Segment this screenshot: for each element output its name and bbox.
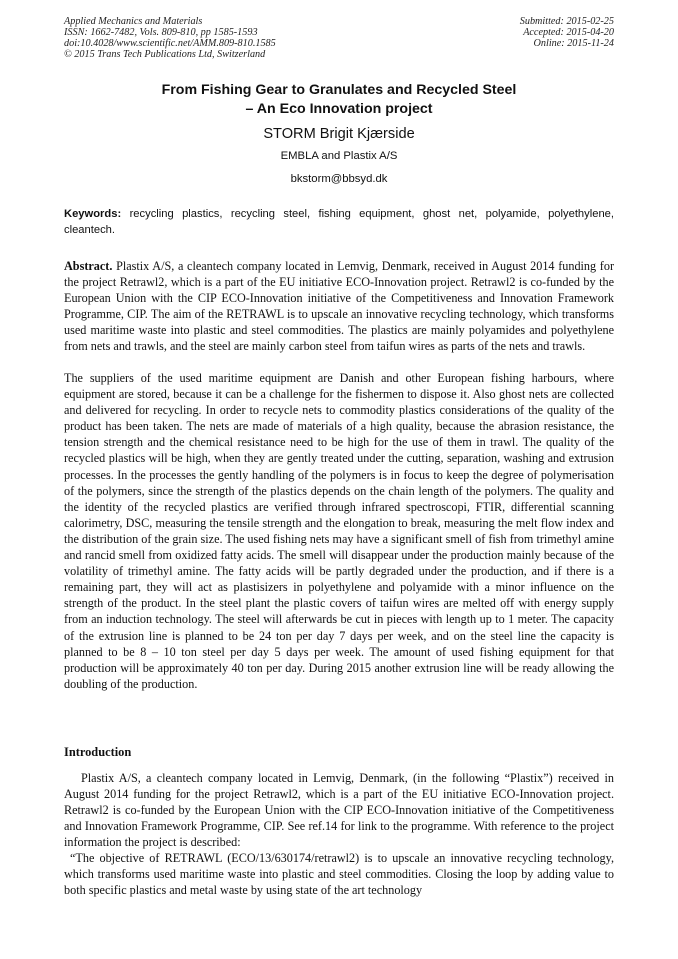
journal-name: Applied Mechanics and Materials [64,16,203,27]
introduction-paragraph-1: Plastix A/S, a cleantech company located in Lemvig, Denmark, (in the following “Plastix”) received in August 2014 funding for the project Retrawl2, which is a part of the EU initiative ECO-Innovation project. Retrawl2 is co-funded by the European Union with the CIP ECO-Innovation initiative of the Competitiveness and Innovation Framework Programme, CIP. See ref.14 for link to the programme. With reference to the project information the project is described: [64,771,614,850]
online-date: Online: 2015-11-24 [533,38,614,49]
abstract-text-1: Plastix A/S, a cleantech company located in Lemvig, Denmark, received in August 2014 funding for the project Retrawl2, which is a part of the EU initiative ECO-Innovation project. Retrawl2 is co-funded by the European Union with the CIP ECO-Innovation initiative of the Competitiveness and Innovation Framework Programme, CIP. The aim of the RETRAWL is to upscale an innovative recycling technology, which transforms used maritime waste into plastic and steel commodities. The plastics are mainly polyamides and polyethylene from nets and trawls, and the steel are mainly carbon steel from taifun wires as parts of the nets and trawls. [64,259,615,354]
journal-info [64,16,276,60]
keywords [64,206,614,238]
journal-issn: ISSN: 1662-7482, Vols. 809-810, pp 1585-1593 [64,27,258,38]
journal-copyright: © 2015 Trans Tech Publications Ltd, Switzerland [64,49,266,60]
abstract-paragraph-1 [64,258,614,355]
accepted-date: Accepted: 2015-04-20 [523,27,614,38]
title-line-2: – An Eco Innovation project [245,101,433,117]
author-affiliation: EMBLA and Plastix A/S [280,150,398,162]
submission-dates [520,16,614,49]
journal-doi: doi:10.4028/www.scientific.net/AMM.809-810.1585 [64,38,276,49]
introduction-paragraph-2: “The objective of RETRAWL (ECO/13/630174/retrawl2) is to upscale an innovative recycling technology, which transforms used maritime waste into plastic and steel commodities. Closing the loop by adding value to both specific plastics and metal waste by using state of the art technology [64,851,614,898]
author-email: bkstorm@bbsyd.dk [290,173,388,185]
paper-title [64,81,614,119]
submitted-date: Submitted: 2015-02-25 [519,16,614,27]
author-name: STORM Brigit Kjærside [263,126,415,142]
keywords-label: Keywords: [64,208,122,220]
section-heading-introduction: Introduction [64,745,132,759]
title-line-1: From Fishing Gear to Granulates and Recycled Steel [161,82,517,98]
abstract-label: Abstract. [64,259,113,273]
keywords-text: recycling plastics, recycling steel, fishing equipment, ghost net, polyamide, polyethylene, cleantech. [64,208,615,236]
abstract-paragraph-2: The suppliers of the used maritime equipment are Danish and other European fishing harbours, where equipment are stored, because it can be a challenge for the fishermen to dispose it. Also ghost nets are collected and delivered for recycling. In order to recycle nets to commodity plastics considerations of the quality of the product has been taken. The nets are made of materials of a high quality, because the abrasion resistance, the tension strength and the chemical resistance need to be high for the use of them in trawl. The quality of the recycled plastics will be high, when they are gently treated under the cutting, separation, washing and extrusion processes. In the processes the gently handling of the polymers is in focus to keep the degree of polymerisation of the polymers, since the strength of the plastics depends on the chain length of the polymers. The quality and the identity of the recycled plastics are verified through infrared spectroscopi, FTIR, differential scanning calorimetry, DSC, measuring the tensile strength and the elongation to break, measuring the melt flow index and the distribution of the grain size. The used fishing nets may have a significant smell of fish from trimethyl amine and rancid smell from oxidized fatty acids. The smell will disappear under the production mainly because of the volatility of trimethyl amine. The fatty acids will be partly degraded under the production, and if there is a remaining part, they will act as plastisizers in polyethylene and polyamide with a minor influence on the strength of the product. In the steel plant the plastic covers of taifun wires are melted off with energy supply from an induction technology. The steel will afterwards be cut in pieces with length up to 1 meter. The capacity of the extrusion line is planned to be 24 ton per day 7 days per week, and on the steel line the capacity is planned to be 8 – 10 ton steel per day 5 days per week. The amount of used fishing equipment for that production will be approximately 40 ton per day. During 2015 another extrusion line will be ready allowing the doubling of the production. [64,371,614,691]
